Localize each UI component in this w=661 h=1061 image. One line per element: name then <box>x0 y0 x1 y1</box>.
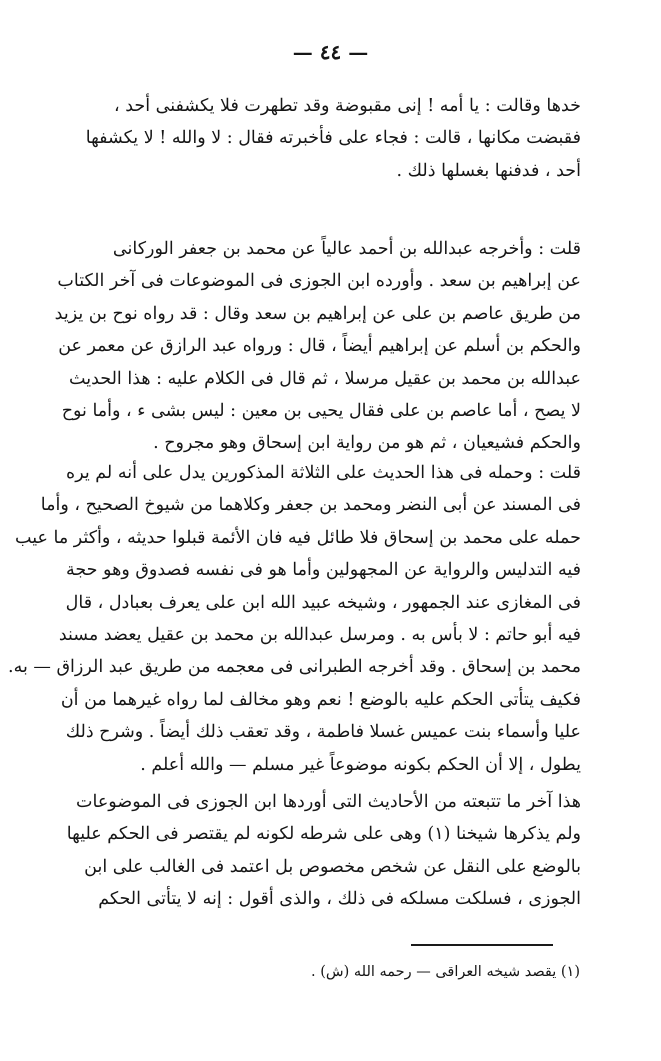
text-line: فيه التدليس والرواية عن المجهولين وأما هو فى نفسه فصدوق وهو حجة <box>65 560 581 581</box>
text-line: فى المغازى عند الجمهور ، وشيخه عبيد الله ابن على يعرف بعبادل ، قال <box>65 592 581 613</box>
text-line: فقبضت مكانها ، قالت : فجاء على فأخبرته فقال : لا والله ! لا يكشفها <box>85 128 581 149</box>
text-line: فى المسند عن أبى النضر ومحمد بن جعفر وكلاهما من شيوخ الصحيح ، وأما <box>40 495 581 516</box>
text-line: من طريق عاصم بن على عن إبراهيم بن سعد وقال : قد رواه نوح بن يزيد <box>54 303 581 324</box>
text-line: ولم يذكرها شيخنا (١) وهى على شرطه لكونه لم يقتصر فى الحكم عليها <box>66 824 581 845</box>
footnote-divider <box>411 944 553 946</box>
text-line: الجوزى ، فسلكت مسلكه فى ذلك ، والذى أقول : إنه لا يتأتى الحكم <box>98 889 581 910</box>
text-line: هذا آخر ما تتبعته من الأحاديث التى أوردها ابن الجوزى فى الموضوعات <box>76 792 581 812</box>
text-line: والحكم فشيعيان ، ثم هو من رواية ابن إسحاق وهو مجروح . <box>153 433 581 454</box>
footnote: (١) يقصد شيخه العراقى — رحمه الله (ش) . <box>311 964 580 980</box>
text-line: محمد بن إسحاق . وقد أخرجه الطبرانى فى معجمه من طريق عبد الرزاق — به. <box>8 657 581 678</box>
text-line: قلت : وأخرجه عبدالله بن أحمد عالياً عن محمد بن جعفر الوركانى <box>112 239 581 259</box>
text-line: لا يصح ، أما عاصم بن على فقال يحيى بن معين : ليس بشى ء ، وأما نوح <box>61 400 581 421</box>
text-line: فكيف يتأتى الحكم عليه بالوضع ! نعم وهو مخالف لما رواه غيرهما من أن <box>60 689 581 710</box>
text-line: عبدالله بن محمد بن عقيل مرسلا ، ثم قال فى الكلام عليه : هذا الحديث <box>69 368 581 389</box>
text-line: قلت : وحمله فى هذا الحديث على الثلاثة المذكورين يدل على أنه لم يره <box>66 463 581 483</box>
text-line: أحد ، فدفنها بغسلها ذلك . <box>396 160 581 181</box>
page-number: — ٤٤ — <box>292 40 369 64</box>
text-line: بالوضع على النقل عن شخص مخصوص بل اعتمد فى الغالب على ابن <box>84 856 581 877</box>
paragraph-1 <box>68 90 581 187</box>
text-line: يطول ، إلا أن الحكم بكونه موضوعاً غير مسلم — والله أعلم . <box>140 754 581 775</box>
paragraph-2 <box>54 233 581 460</box>
text-line: عن إبراهيم بن سعد . وأورده ابن الجوزى فى الموضوعات فى آخر الكتاب <box>57 271 581 292</box>
text-line: والحكم بن أسلم عن إبراهيم أيضاً ، قال : ورواه عبد الرازق عن معمر عن <box>58 336 581 357</box>
paragraph-4 <box>68 786 581 916</box>
text-line: حمله على محمد بن إسحاق فلا طائل فيه فان الأئمة قبلوا حديثه ، وأكثر ما عيب <box>15 527 581 548</box>
text-line: عليا وأسماء بنت عميس غسلا فاطمة ، وقد تعقب ذلك أيضاً . وشرح ذلك <box>65 722 581 743</box>
text-line: فيه أبو حاتم : لا بأس به . ومرسل عبدالله بن محمد بن عقيل يعضد مسند <box>58 624 581 645</box>
paragraph-3 <box>8 457 581 781</box>
text-line: خدها وقالت : يا أمه ! إنى مقبوضة وقد تطهرت فلا يكشفنى أحد ، <box>113 96 581 116</box>
